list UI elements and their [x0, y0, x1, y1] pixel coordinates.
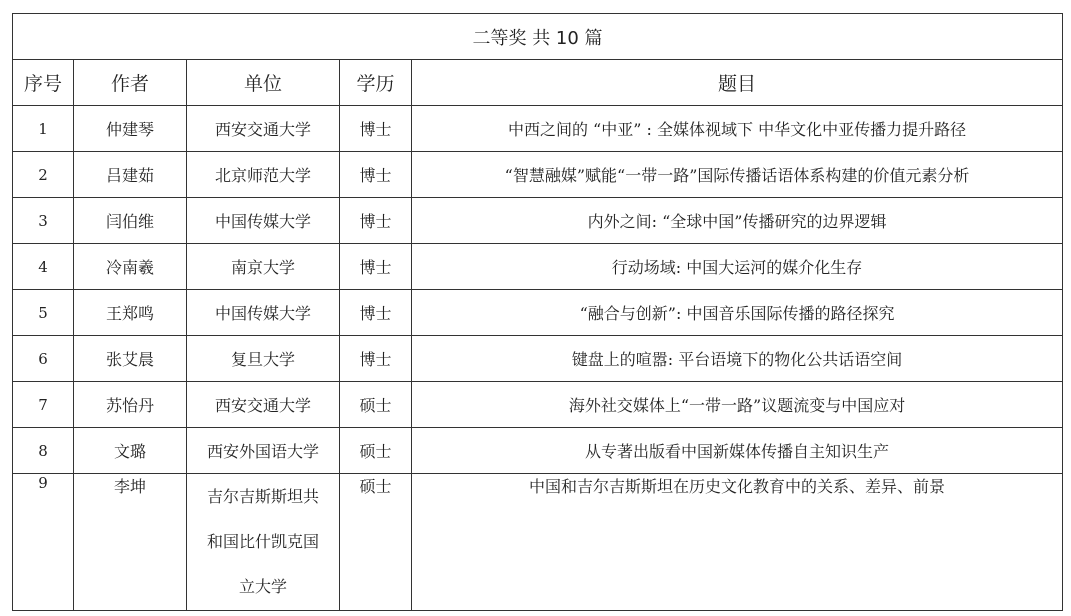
cell-unit: 西安交通大学 — [187, 106, 340, 152]
cell-degree: 硕士 — [340, 474, 412, 611]
cell-unit: 西安交通大学 — [187, 382, 340, 428]
cell-topic: 中西之间的 “中亚” : 全媒体视域下 中华文化中亚传播力提升路径 — [412, 106, 1063, 152]
cell-seq: 8 — [13, 428, 74, 474]
cell-author: 苏怡丹 — [74, 382, 187, 428]
table-row — [13, 428, 1063, 474]
cell-seq: 2 — [13, 152, 74, 198]
cell-degree: 博士 — [340, 152, 412, 198]
award-table — [12, 13, 1063, 611]
cell-unit: 南京大学 — [187, 244, 340, 290]
cell-unit — [187, 474, 340, 611]
cell-degree: 博士 — [340, 290, 412, 336]
header-seq: 序号 — [13, 60, 74, 106]
table-row — [13, 106, 1063, 152]
cell-author: 张艾晨 — [74, 336, 187, 382]
table-row — [13, 474, 1063, 611]
cell-topic: 键盘上的喧嚣: 平台语境下的物化公共话语空间 — [412, 336, 1063, 382]
cell-unit: 北京师范大学 — [187, 152, 340, 198]
cell-author: 闫伯维 — [74, 198, 187, 244]
cell-unit-line: 吉尔吉斯斯坦共 — [206, 487, 319, 506]
cell-topic: “智慧融媒”赋能“一带一路”国际传播话语体系构建的价值元素分析 — [412, 152, 1063, 198]
cell-topic: 内外之间: “全球中国”传播研究的边界逻辑 — [412, 198, 1063, 244]
header-topic: 题目 — [412, 60, 1063, 106]
header-degree: 学历 — [340, 60, 412, 106]
table-row — [13, 336, 1063, 382]
cell-seq: 1 — [13, 106, 74, 152]
cell-seq: 9 — [13, 474, 74, 611]
cell-seq: 5 — [13, 290, 74, 336]
cell-unit: 西安外国语大学 — [187, 428, 340, 474]
cell-unit-line: 和国比什凯克国 — [206, 532, 319, 551]
cell-topic: 从专著出版看中国新媒体传播自主知识生产 — [412, 428, 1063, 474]
cell-topic: “融合与创新”: 中国音乐国际传播的路径探究 — [412, 290, 1063, 336]
cell-author: 吕建茹 — [74, 152, 187, 198]
cell-topic: 中国和吉尔吉斯斯坦在历史文化教育中的关系、差异、前景 — [412, 474, 1063, 611]
cell-seq: 3 — [13, 198, 74, 244]
cell-unit: 复旦大学 — [187, 336, 340, 382]
cell-degree: 博士 — [340, 198, 412, 244]
table-row — [13, 198, 1063, 244]
table-row — [13, 152, 1063, 198]
cell-author: 冷南羲 — [74, 244, 187, 290]
cell-degree: 博士 — [340, 244, 412, 290]
cell-unit: 中国传媒大学 — [187, 290, 340, 336]
cell-topic: 行动场域: 中国大运河的媒介化生存 — [412, 244, 1063, 290]
cell-seq: 7 — [13, 382, 74, 428]
cell-degree: 硕士 — [340, 382, 412, 428]
cell-author: 王郑鸣 — [74, 290, 187, 336]
cell-topic: 海外社交媒体上“一带一路”议题流变与中国应对 — [412, 382, 1063, 428]
cell-unit-line: 立大学 — [238, 577, 287, 596]
header-row — [13, 60, 1063, 106]
cell-unit: 中国传媒大学 — [187, 198, 340, 244]
cell-author: 仲建琴 — [74, 106, 187, 152]
header-unit: 单位 — [187, 60, 340, 106]
table-row — [13, 244, 1063, 290]
table-row — [13, 382, 1063, 428]
cell-seq: 4 — [13, 244, 74, 290]
cell-seq: 6 — [13, 336, 74, 382]
cell-author: 文璐 — [74, 428, 187, 474]
header-author: 作者 — [74, 60, 187, 106]
table-row — [13, 290, 1063, 336]
cell-author: 李坤 — [74, 474, 187, 611]
cell-degree: 博士 — [340, 106, 412, 152]
cell-degree: 硕士 — [340, 428, 412, 474]
table-title: 二等奖 共 10 篇 — [13, 14, 1063, 60]
cell-degree: 博士 — [340, 336, 412, 382]
